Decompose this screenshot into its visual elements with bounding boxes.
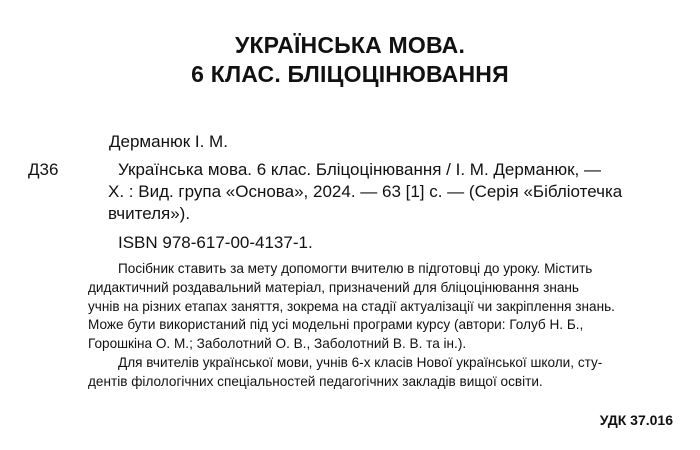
- annotation-line: Горошкіна О. М.; Заболотний О. В., Заболотний В. В. та ін.).: [88, 336, 467, 352]
- description-line: вчителя»).: [108, 204, 191, 223]
- bibliographic-description: [108, 159, 688, 225]
- description-line: Х. : Вид. група «Основа», 2024. — 63 [1] с. — (Серія «Бібліотечка: [108, 182, 623, 201]
- book-title-line-2: 6 КЛАС. БЛІЦОЦІНЮВАННЯ: [191, 61, 509, 87]
- annotation-line: Посібник ставить за мету допомогти вчителю в підготовці до уроку. Містить: [118, 261, 593, 276]
- annotation-line: дентів філологічних спеціальностей педагогічних закладів вищої освіти.: [88, 373, 543, 389]
- book-title-line-1: УКРАЇНСЬКА МОВА.: [234, 32, 466, 58]
- description-line: Українська мова. 6 клас. Бліцоцінювання / І. М. Дерманюк, —: [118, 160, 601, 179]
- annotation-line: Для вчителів української мови, учнів 6-х класів Нової української школи, сту-: [118, 354, 603, 370]
- author-name: Дерманюк І. М.: [109, 132, 228, 151]
- annotation-line: дидактичний роздавальний матеріал, призначений для бліцоцінювання знань: [88, 279, 579, 295]
- annotation-line: Може бути використаний під усі модельні програми курсу (автори: Голуб Н. Б.,: [88, 317, 584, 333]
- isbn: ISBN 978-617-00-4137-1.: [118, 233, 313, 252]
- library-code: Д36: [28, 160, 59, 179]
- annotation: [88, 260, 693, 392]
- udk-code: УДК 37.016: [599, 412, 673, 428]
- annotation-line: учнів на різних етапах заняття, зокрема на стадії актуалізації чи закріплення знань.: [88, 298, 615, 314]
